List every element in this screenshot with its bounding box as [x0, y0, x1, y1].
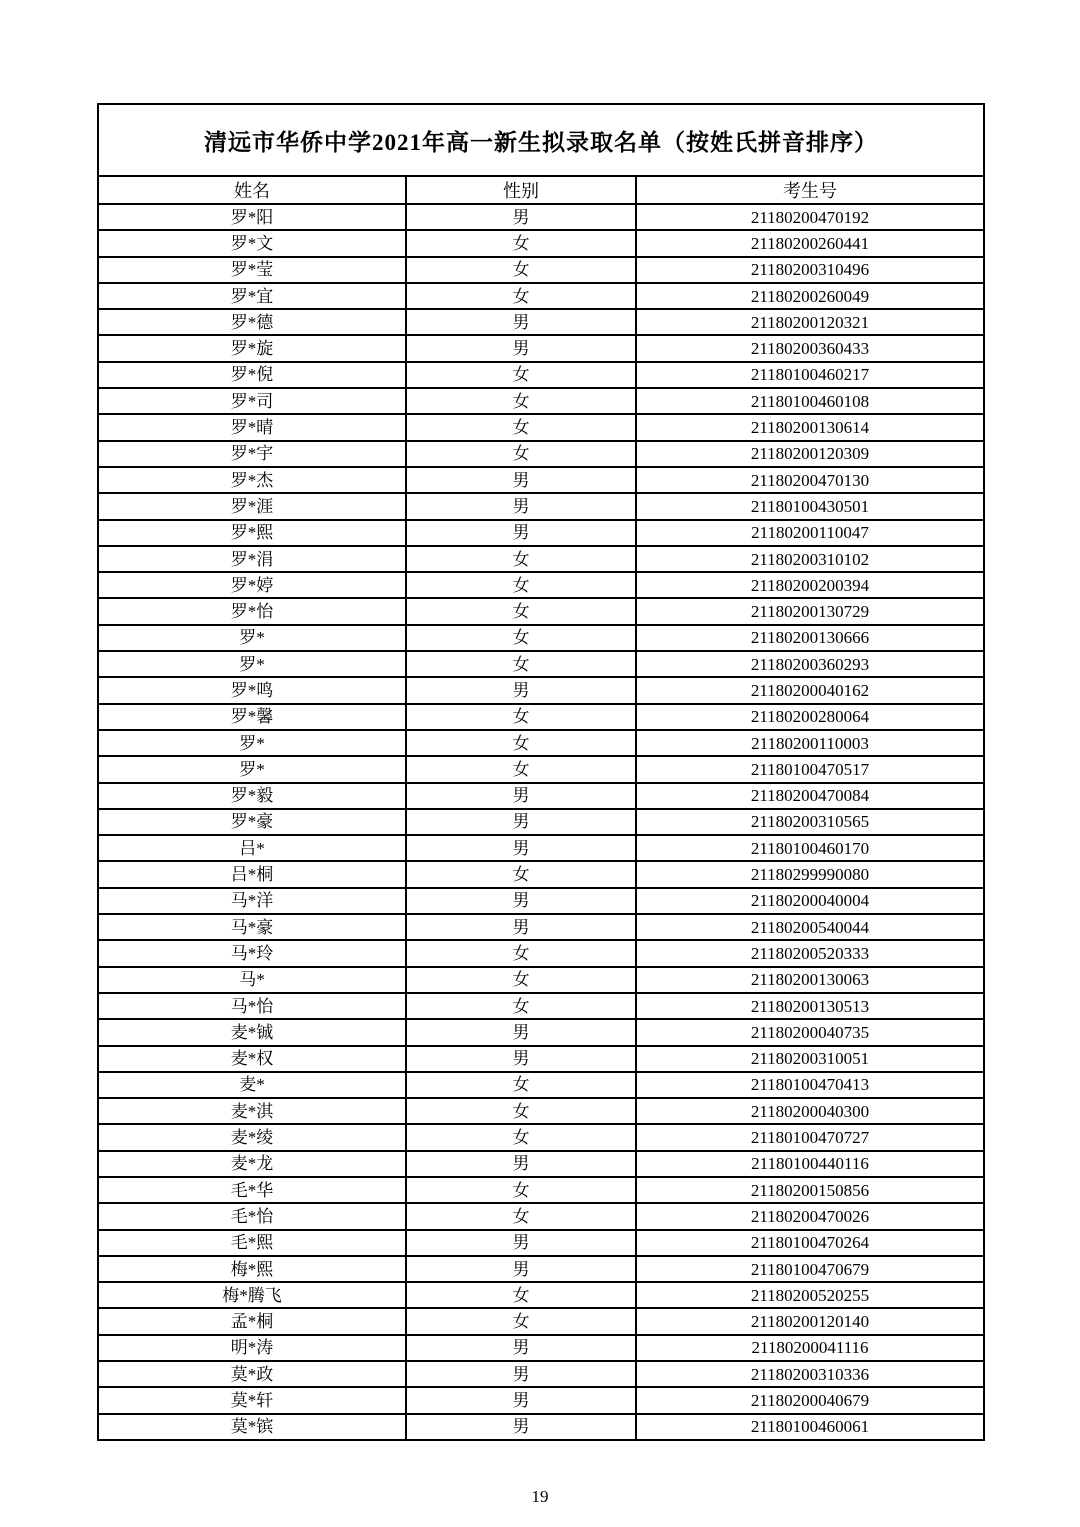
candidate-id-cell: 21180299990080: [636, 861, 984, 887]
student-name-cell: 麦*淇: [98, 1098, 406, 1124]
student-name-cell: 罗*涓: [98, 546, 406, 572]
candidate-id-cell: 21180200120321: [636, 309, 984, 335]
table-row: [98, 756, 984, 782]
table-title-row: [98, 104, 984, 176]
candidate-id-cell: 21180200041116: [636, 1335, 984, 1361]
gender-cell: 男: [406, 888, 636, 914]
student-name-cell: 罗*: [98, 651, 406, 677]
table-row: [98, 467, 984, 493]
gender-cell: 女: [406, 1098, 636, 1124]
candidate-id-cell: 21180200540044: [636, 914, 984, 940]
gender-cell: 男: [406, 1230, 636, 1256]
student-name-cell: 麦*绫: [98, 1124, 406, 1150]
student-name-cell: 吕*桐: [98, 861, 406, 887]
candidate-id-cell: 21180200150856: [636, 1177, 984, 1203]
table-row: [98, 1019, 984, 1045]
candidate-id-cell: 21180200310051: [636, 1046, 984, 1072]
candidate-id-cell: 21180200120140: [636, 1308, 984, 1334]
table-row: [98, 1072, 984, 1098]
gender-cell: 女: [406, 1124, 636, 1150]
candidate-id-cell: 21180200470130: [636, 467, 984, 493]
student-name-cell: 马*玲: [98, 940, 406, 966]
candidate-id-cell: 21180200310102: [636, 546, 984, 572]
student-name-cell: 马*: [98, 967, 406, 993]
candidate-id-cell: 21180100460108: [636, 388, 984, 414]
student-name-cell: 麦*龙: [98, 1151, 406, 1177]
candidate-id-cell: 21180200040300: [636, 1098, 984, 1124]
table-row: [98, 572, 984, 598]
table-row: [98, 1230, 984, 1256]
table-row: [98, 993, 984, 1019]
candidate-id-cell: 21180200260049: [636, 283, 984, 309]
candidate-id-cell: 21180200470084: [636, 783, 984, 809]
gender-cell: 女: [406, 414, 636, 440]
candidate-id-cell: 21180100470517: [636, 756, 984, 782]
table-row: [98, 520, 984, 546]
table-row: [98, 204, 984, 230]
table-title: 清远市华侨中学2021年高一新生拟录取名单（按姓氏拼音排序）: [98, 104, 984, 176]
gender-cell: 女: [406, 1282, 636, 1308]
gender-cell: 男: [406, 809, 636, 835]
gender-cell: 男: [406, 493, 636, 519]
table-row: [98, 1256, 984, 1282]
candidate-id-cell: 21180200520333: [636, 940, 984, 966]
gender-cell: 女: [406, 598, 636, 624]
gender-cell: 女: [406, 257, 636, 283]
admission-list-table: [97, 103, 985, 1441]
student-name-cell: 罗*: [98, 756, 406, 782]
gender-cell: 男: [406, 1019, 636, 1045]
candidate-id-cell: 21180200360293: [636, 651, 984, 677]
student-name-cell: 罗*怡: [98, 598, 406, 624]
student-name-cell: 麦*权: [98, 1046, 406, 1072]
gender-cell: 女: [406, 651, 636, 677]
candidate-id-cell: 21180100470264: [636, 1230, 984, 1256]
candidate-id-cell: 21180200130063: [636, 967, 984, 993]
table-row: [98, 704, 984, 730]
candidate-id-cell: 21180200120309: [636, 441, 984, 467]
gender-cell: 女: [406, 756, 636, 782]
student-name-cell: 莫*政: [98, 1361, 406, 1387]
candidate-id-cell: 21180200520255: [636, 1282, 984, 1308]
student-name-cell: 罗*莹: [98, 257, 406, 283]
table-row: [98, 888, 984, 914]
student-name-cell: 毛*怡: [98, 1203, 406, 1229]
table-row: [98, 651, 984, 677]
gender-cell: 男: [406, 309, 636, 335]
table-row: [98, 730, 984, 756]
table-row: [98, 861, 984, 887]
candidate-id-cell: 21180200130666: [636, 625, 984, 651]
table-row: [98, 388, 984, 414]
table-row: [98, 677, 984, 703]
gender-cell: 女: [406, 1072, 636, 1098]
column-header-gender: 性别: [406, 176, 636, 204]
student-name-cell: 罗*宇: [98, 441, 406, 467]
gender-cell: 女: [406, 625, 636, 651]
student-name-cell: 罗*鸣: [98, 677, 406, 703]
gender-cell: 男: [406, 1151, 636, 1177]
student-name-cell: 罗*晴: [98, 414, 406, 440]
gender-cell: 男: [406, 783, 636, 809]
gender-cell: 女: [406, 1203, 636, 1229]
gender-cell: 女: [406, 546, 636, 572]
student-name-cell: 罗*司: [98, 388, 406, 414]
gender-cell: 男: [406, 1414, 636, 1440]
table-row: [98, 625, 984, 651]
student-name-cell: 马*豪: [98, 914, 406, 940]
student-name-cell: 明*涛: [98, 1335, 406, 1361]
student-name-cell: 吕*: [98, 835, 406, 861]
candidate-id-cell: 21180100470679: [636, 1256, 984, 1282]
gender-cell: 女: [406, 1177, 636, 1203]
student-name-cell: 罗*毅: [98, 783, 406, 809]
table-row: [98, 441, 984, 467]
column-header-candidate-id: 考生号: [636, 176, 984, 204]
student-name-cell: 罗*: [98, 625, 406, 651]
gender-cell: 女: [406, 967, 636, 993]
candidate-id-cell: 21180200130614: [636, 414, 984, 440]
candidate-id-cell: 21180200310336: [636, 1361, 984, 1387]
gender-cell: 男: [406, 1256, 636, 1282]
candidate-id-cell: 21180200040004: [636, 888, 984, 914]
gender-cell: 男: [406, 335, 636, 361]
gender-cell: 男: [406, 914, 636, 940]
student-name-cell: 罗*阳: [98, 204, 406, 230]
student-name-cell: 毛*华: [98, 1177, 406, 1203]
table-row: [98, 1414, 984, 1440]
table-row: [98, 1098, 984, 1124]
candidate-id-cell: 21180100470413: [636, 1072, 984, 1098]
candidate-id-cell: 21180200310565: [636, 809, 984, 835]
gender-cell: 男: [406, 204, 636, 230]
table-body: [98, 204, 984, 1440]
candidate-id-cell: 21180100440116: [636, 1151, 984, 1177]
student-name-cell: 马*怡: [98, 993, 406, 1019]
table-row: [98, 1308, 984, 1334]
student-name-cell: 毛*熙: [98, 1230, 406, 1256]
candidate-id-cell: 21180200200394: [636, 572, 984, 598]
table-row: [98, 783, 984, 809]
gender-cell: 男: [406, 520, 636, 546]
candidate-id-cell: 21180200110003: [636, 730, 984, 756]
student-name-cell: 罗*杰: [98, 467, 406, 493]
student-name-cell: 罗*熙: [98, 520, 406, 546]
student-name-cell: 梅*腾飞: [98, 1282, 406, 1308]
candidate-id-cell: 21180200360433: [636, 335, 984, 361]
table-row: [98, 414, 984, 440]
student-name-cell: 罗*馨: [98, 704, 406, 730]
student-name-cell: 罗*文: [98, 230, 406, 256]
table-row: [98, 1361, 984, 1387]
table-row: [98, 283, 984, 309]
candidate-id-cell: 21180200040162: [636, 677, 984, 703]
table-row: [98, 967, 984, 993]
gender-cell: 女: [406, 1308, 636, 1334]
student-name-cell: 莫*轩: [98, 1387, 406, 1413]
gender-cell: 女: [406, 940, 636, 966]
table-row: [98, 940, 984, 966]
table-header-row: [98, 176, 984, 204]
candidate-id-cell: 21180200260441: [636, 230, 984, 256]
gender-cell: 女: [406, 704, 636, 730]
table-row: [98, 1203, 984, 1229]
student-name-cell: 麦*: [98, 1072, 406, 1098]
candidate-id-cell: 21180100430501: [636, 493, 984, 519]
gender-cell: 男: [406, 1335, 636, 1361]
table-row: [98, 835, 984, 861]
table-row: [98, 1335, 984, 1361]
candidate-id-cell: 21180200130729: [636, 598, 984, 624]
gender-cell: 女: [406, 730, 636, 756]
gender-cell: 女: [406, 230, 636, 256]
table-row: [98, 1046, 984, 1072]
gender-cell: 女: [406, 861, 636, 887]
candidate-id-cell: 21180100470727: [636, 1124, 984, 1150]
table-row: [98, 914, 984, 940]
gender-cell: 男: [406, 1046, 636, 1072]
table-row: [98, 546, 984, 572]
candidate-id-cell: 21180200040679: [636, 1387, 984, 1413]
student-name-cell: 罗*: [98, 730, 406, 756]
table-row: [98, 1124, 984, 1150]
table-row: [98, 1151, 984, 1177]
gender-cell: 男: [406, 1387, 636, 1413]
table-row: [98, 1177, 984, 1203]
gender-cell: 女: [406, 993, 636, 1019]
candidate-id-cell: 21180200040735: [636, 1019, 984, 1045]
gender-cell: 男: [406, 835, 636, 861]
candidate-id-cell: 21180100460170: [636, 835, 984, 861]
gender-cell: 男: [406, 1361, 636, 1387]
student-name-cell: 莫*镔: [98, 1414, 406, 1440]
student-name-cell: 罗*豪: [98, 809, 406, 835]
page-number: 19: [531, 1487, 549, 1506]
student-name-cell: 罗*旋: [98, 335, 406, 361]
student-name-cell: 孟*桐: [98, 1308, 406, 1334]
student-name-cell: 梅*熙: [98, 1256, 406, 1282]
table-row: [98, 335, 984, 361]
candidate-id-cell: 21180200130513: [636, 993, 984, 1019]
student-name-cell: 罗*德: [98, 309, 406, 335]
gender-cell: 女: [406, 283, 636, 309]
table-row: [98, 257, 984, 283]
student-name-cell: 罗*涯: [98, 493, 406, 519]
candidate-id-cell: 21180200110047: [636, 520, 984, 546]
table-row: [98, 362, 984, 388]
gender-cell: 女: [406, 441, 636, 467]
gender-cell: 男: [406, 677, 636, 703]
table-row: [98, 1387, 984, 1413]
gender-cell: 女: [406, 572, 636, 598]
candidate-id-cell: 21180100460217: [636, 362, 984, 388]
table-row: [98, 493, 984, 519]
student-name-cell: 麦*铖: [98, 1019, 406, 1045]
student-name-cell: 罗*婷: [98, 572, 406, 598]
table-row: [98, 1282, 984, 1308]
candidate-id-cell: 21180100460061: [636, 1414, 984, 1440]
candidate-id-cell: 21180200470192: [636, 204, 984, 230]
table-row: [98, 309, 984, 335]
candidate-id-cell: 21180200310496: [636, 257, 984, 283]
candidate-id-cell: 21180200280064: [636, 704, 984, 730]
student-name-cell: 罗*倪: [98, 362, 406, 388]
student-name-cell: 罗*宜: [98, 283, 406, 309]
column-header-name: 姓名: [98, 176, 406, 204]
table-row: [98, 809, 984, 835]
gender-cell: 男: [406, 467, 636, 493]
candidate-id-cell: 21180200470026: [636, 1203, 984, 1229]
student-name-cell: 马*洋: [98, 888, 406, 914]
table-row: [98, 230, 984, 256]
table-row: [98, 598, 984, 624]
gender-cell: 女: [406, 388, 636, 414]
gender-cell: 女: [406, 362, 636, 388]
